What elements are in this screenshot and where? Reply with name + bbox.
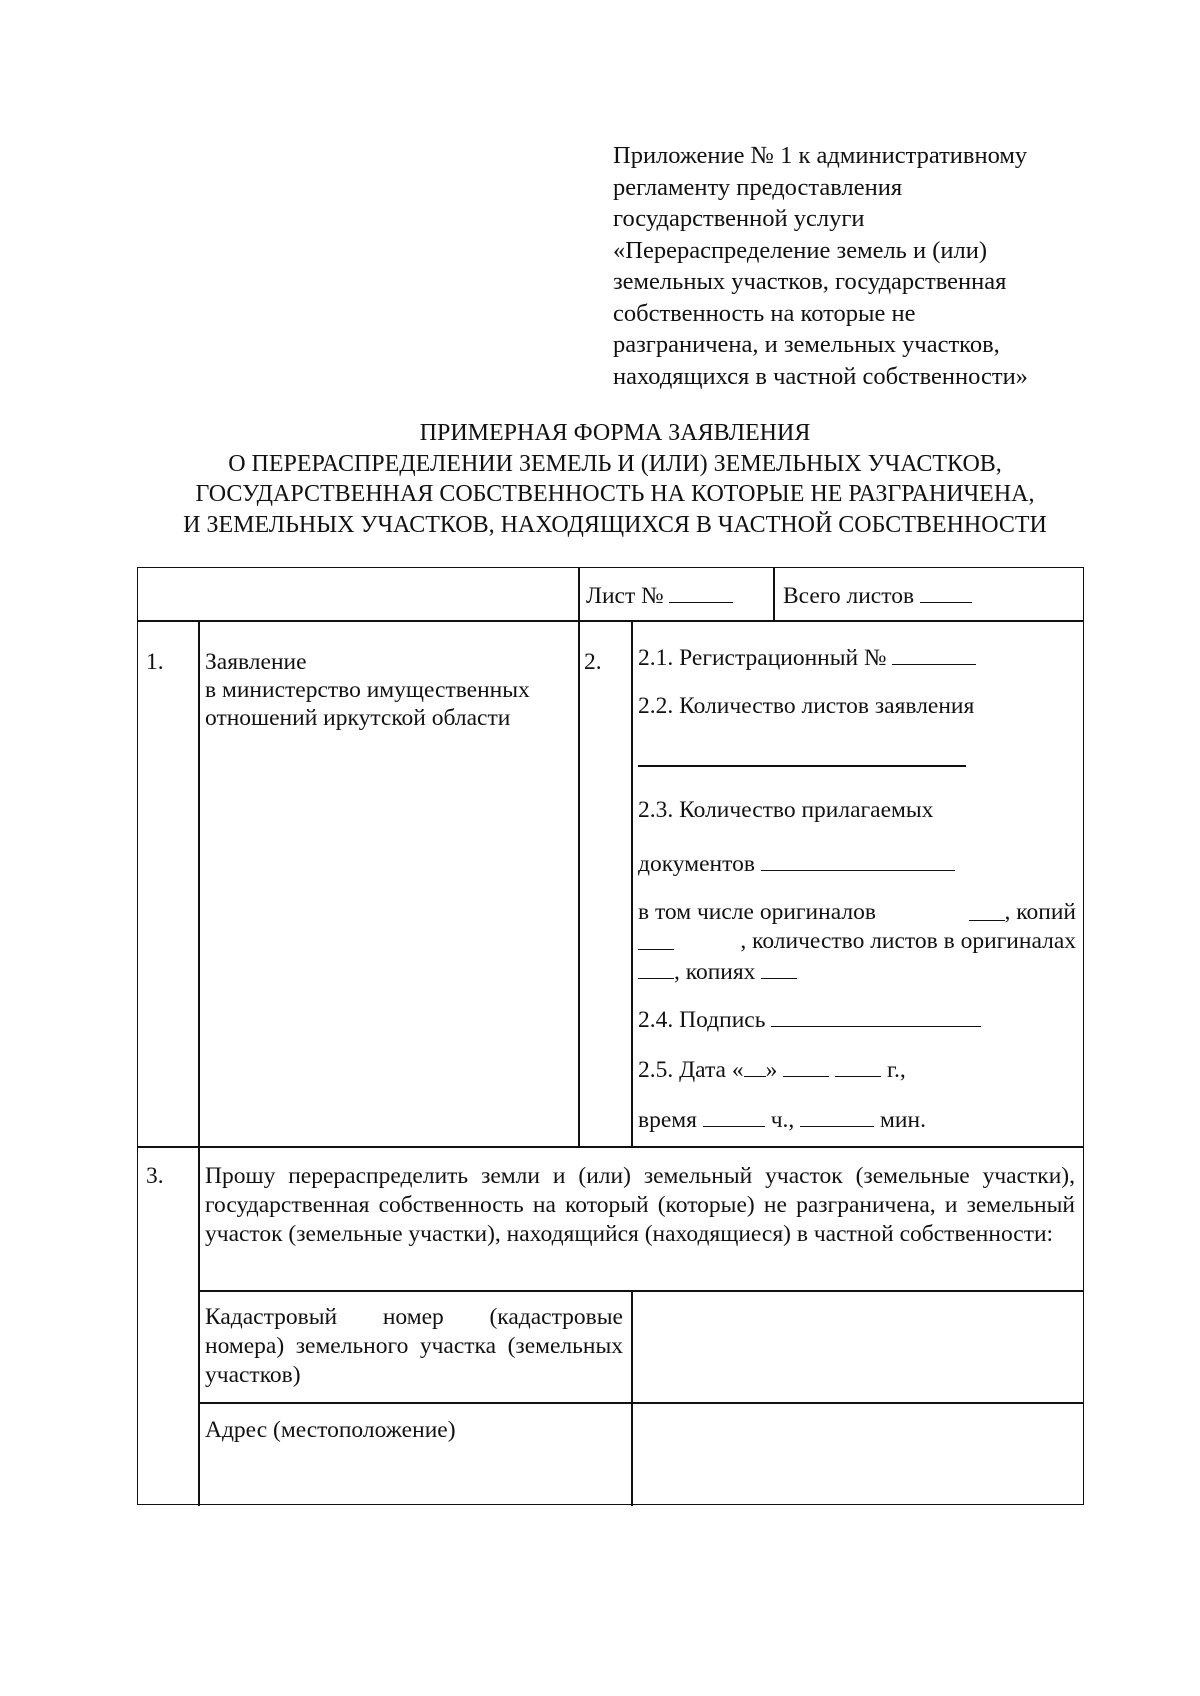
total-sheets-label: Всего листов (783, 583, 915, 609)
time-field (638, 1104, 926, 1134)
appendix-line: Приложение № 1 к административному (613, 142, 1028, 169)
section-2-number: 2. (584, 649, 602, 675)
attached-docs-blank[interactable] (761, 848, 955, 871)
originals-blank-group (969, 898, 1076, 926)
time-minutes-blank[interactable] (800, 1104, 874, 1127)
appendix-line: находящихся в частной собственности» (613, 362, 1028, 390)
address-label: Адрес (местоположение) (205, 1417, 456, 1443)
attached-docs-field (638, 848, 955, 878)
originals-count-blank[interactable] (969, 898, 1005, 921)
request-text: Прошу перераспределить земли и (или) земельный участок (земельные участки), государственная собственность на который (которые) не разграничена, и земельный участок (земельные участки), находящийся (находящиеся) в частной собственности: (205, 1163, 1075, 1247)
attached-docs-label: 2.3. Количество прилагаемых (638, 797, 934, 823)
row-divider (138, 620, 1084, 622)
signature-blank[interactable] (771, 1004, 981, 1027)
title-line: ПРИМЕРНАЯ ФОРМА ЗАЯВЛЕНИЯ (419, 420, 811, 446)
sheet-number-blank[interactable] (669, 580, 733, 603)
date-label: 2.5. Дата « (638, 1057, 744, 1083)
copies-count-blank[interactable] (638, 927, 674, 950)
registration-number-field (638, 642, 976, 672)
time-minutes-label: мин. (880, 1107, 926, 1133)
total-sheets-blank[interactable] (920, 580, 972, 603)
column-divider (631, 620, 633, 1146)
section-3-number: 3. (146, 1163, 164, 1189)
copies-sheets-blank[interactable] (761, 956, 797, 979)
column-divider (773, 568, 775, 620)
appendix-line: земельных участков, государственная (613, 268, 1007, 295)
signature-label: 2.4. Подпись (638, 1007, 766, 1033)
appendix-line: собственность на которые не (613, 299, 916, 327)
title-line: И ЗЕМЕЛЬНЫХ УЧАСТКОВ, НАХОДЯЩИХСЯ В ЧАСТНОЙ СОБСТВЕННОСТИ (183, 511, 1047, 538)
section-1-addressee: в министерство имущественных (205, 677, 530, 703)
originals-sheets-line (638, 927, 1076, 955)
column-divider (631, 1290, 633, 1506)
application-form-table (137, 567, 1084, 1505)
signature-field (638, 1004, 981, 1034)
title-line: О ПЕРЕРАСПРЕДЕЛЕНИИ ЗЕМЕЛЬ И (ИЛИ) ЗЕМЕЛЬНЫХ УЧАСТКОВ, (228, 450, 1002, 477)
column-divider (578, 568, 580, 620)
application-sheets-blank[interactable] (638, 765, 966, 767)
cadastral-number-label: Кадастровый номер (кадастровые номера) земельного участка (земельных участков) (205, 1304, 623, 1388)
registration-number-blank[interactable] (892, 642, 976, 665)
title-line: ГОСУДАРСТВЕННАЯ СОБСТВЕННОСТЬ НА КОТОРЫЕ НЕ РАЗГРАНИЧЕНА, (195, 481, 1035, 507)
total-sheets-field (783, 580, 972, 610)
copies-sheets-line (638, 956, 797, 986)
date-month-blank[interactable] (783, 1054, 829, 1077)
section-1-addressee: отношений иркутской области (205, 705, 511, 731)
time-label: время (638, 1107, 697, 1133)
date-year-blank[interactable] (835, 1054, 881, 1077)
date-quote: » (765, 1057, 778, 1083)
appendix-line: «Перераспределение земель и (или) (613, 236, 987, 264)
form-title (120, 418, 1110, 540)
originals-line (638, 898, 1076, 926)
section-1-heading: Заявление (205, 649, 307, 675)
date-day-blank[interactable] (744, 1054, 766, 1077)
time-hours-blank[interactable] (703, 1104, 765, 1127)
column-divider (198, 620, 200, 1506)
appendix-line: регламенту предоставления (613, 173, 903, 201)
appendix-line: разграничена, и земельных участков, (613, 331, 1000, 358)
date-year-label: г., (886, 1057, 906, 1083)
appendix-reference (613, 140, 1093, 392)
time-hours-label: ч., (770, 1107, 795, 1133)
originals-label: в том числе оригиналов (638, 899, 876, 925)
originals-sheets-blank[interactable] (638, 956, 674, 979)
cadastral-number-value[interactable] (634, 1292, 1082, 1400)
sheet-number-field (586, 580, 733, 610)
address-value[interactable] (634, 1404, 1082, 1504)
date-field (638, 1054, 906, 1084)
registration-number-label: 2.1. Регистрационный № (638, 645, 887, 671)
column-divider (578, 620, 580, 1146)
copies-label: , копий (1004, 899, 1076, 925)
attached-docs-label-cont: документов (638, 851, 755, 877)
originals-sheets-label: , количество листов в оригиналах (740, 928, 1076, 954)
application-sheets-label: 2.2. Количество листов заявления (638, 693, 975, 719)
copies-sheets-label: , копиях (674, 959, 756, 985)
sheet-number-label: Лист № (586, 583, 664, 609)
section-1-number: 1. (146, 649, 164, 675)
appendix-line: государственной услуги (613, 205, 865, 232)
row-divider (138, 1146, 1084, 1148)
